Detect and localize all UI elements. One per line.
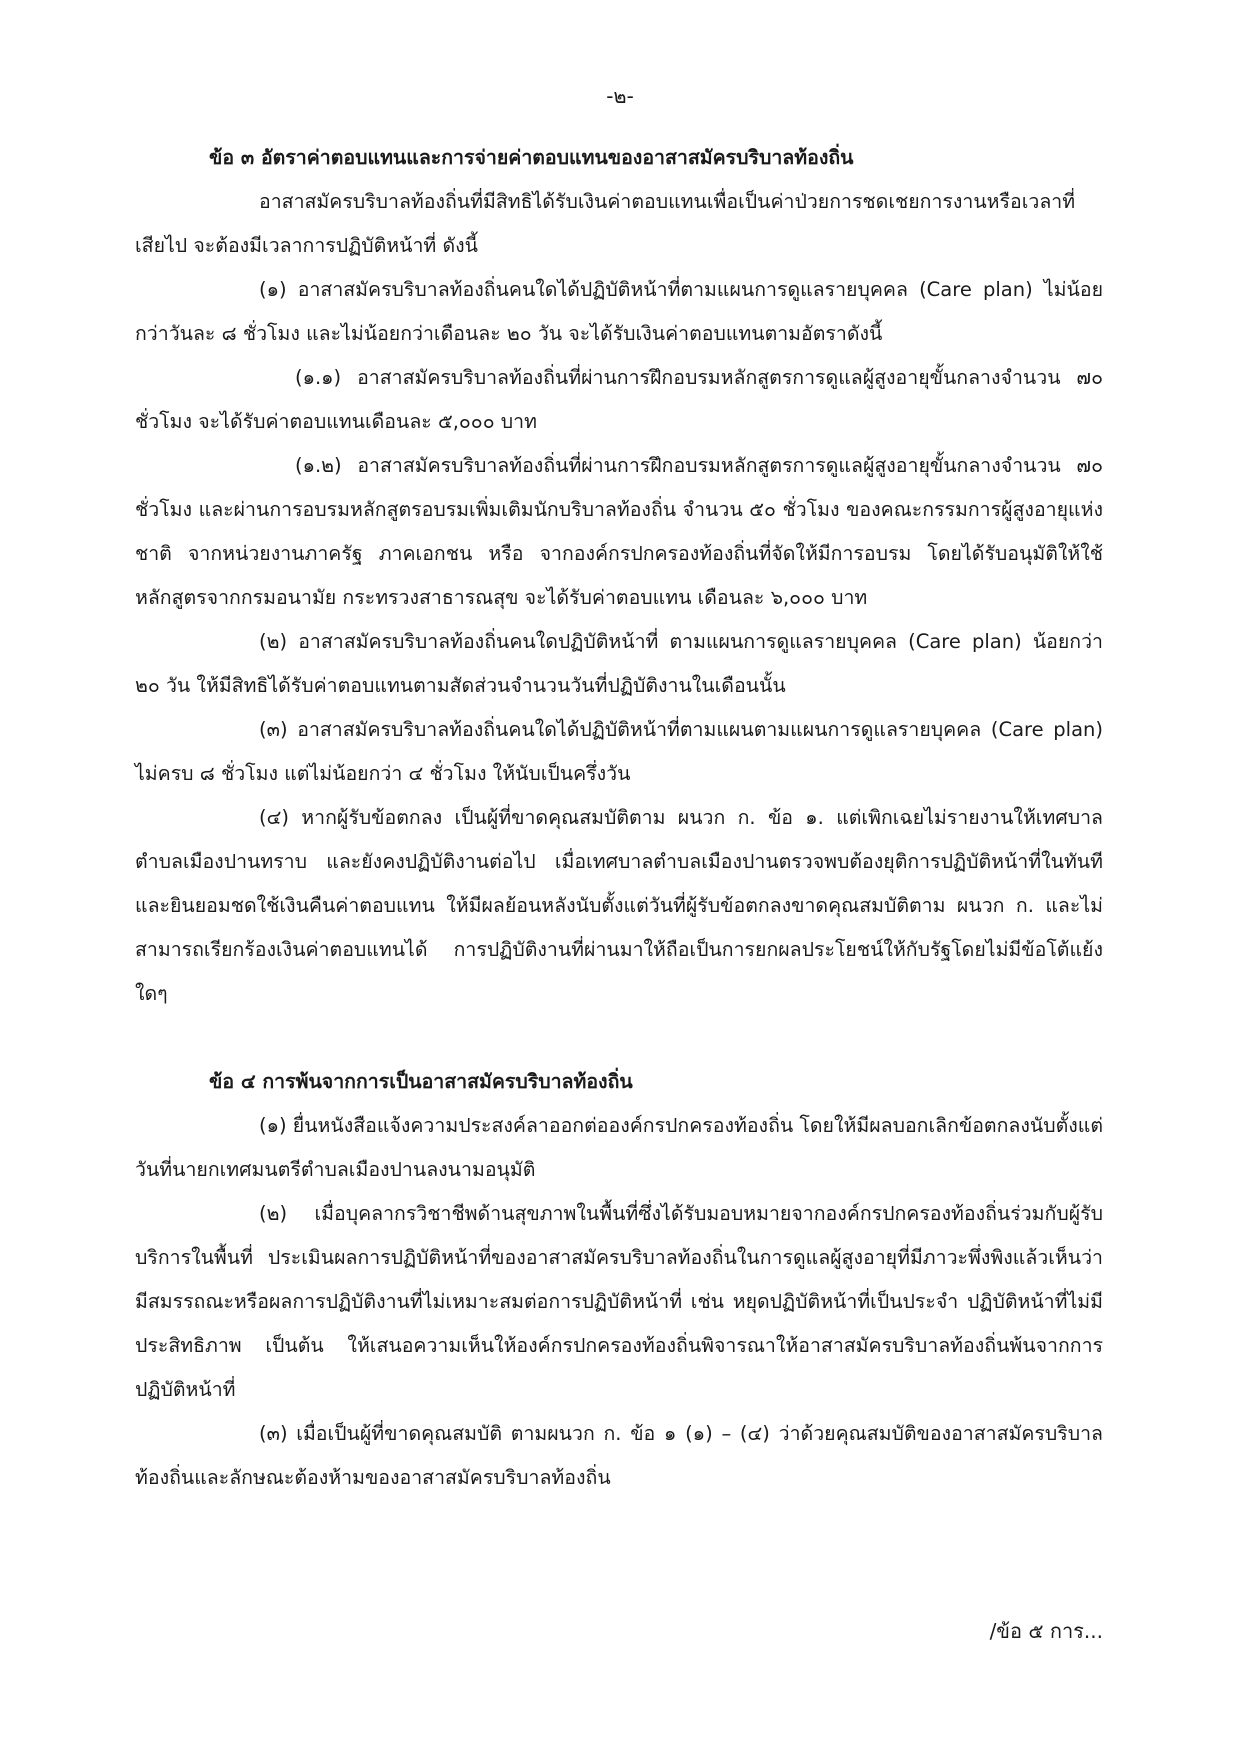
section-3-item-1-2: (๑.๒) อาสาสมัครบริบาลท้องถิ่นที่ผ่านการฝึกอบรมหลักสูตรการดูแลผู้สูงอายุขั้นกลางจำนวน ๗๐ ชั่วโมง และผ่านการอบรมหลักสูตรอบรมเพิ่มเติมนักบริบาลท้องถิ่น จำนวน ๕๐ ชั่วโมง ของคณะกรรมการผู้สูงอายุแห่งชาติ จากหน่วยงานภาครัฐ ภาคเอกชน หรือ จากองค์กรปกครองท้องถิ่นที่จัดให้มีการอบรม โดยได้รับอนุมัติให้ใช้หลักสูตรจากกรมอนามัย กระทรวงสาธารณสุข จะได้รับค่าตอบแทน เดือนละ ๖,๐๐๐ บาท: [135, 454, 1103, 609]
section-3-item-4: (๔) หากผู้รับข้อตกลง เป็นผู้ที่ขาดคุณสมบัติตาม ผนวก ก. ข้อ ๑. แต่เพิกเฉยไม่รายงานให้เทศบาลตำบลเมืองปานทราบ และยังคงปฏิบัติงานต่อไป เมื่อเทศบาลตำบลเมืองปานตรวจพบต้องยุติการปฏิบัติหน้าที่ในทันที และยินยอมชดใช้เงินคืนค่าตอบแทน ให้มีผลย้อนหลังนับตั้งแต่วันที่ผู้รับข้อตกลงขาดคุณสมบัติตาม ผนวก ก. และไม่สามารถเรียกร้องเงินค่าตอบแทนได้ การปฏิบัติงานที่ผ่านมาให้ถือเป็นการยกผลประโยชน์ให้กับรัฐโดยไม่มีข้อโต้แย้งใดๆ: [135, 806, 1103, 1005]
section-4-item-3: (๓) เมื่อเป็นผู้ที่ขาดคุณสมบัติ ตามผนวก ก. ข้อ ๑ (๑) – (๔) ว่าด้วยคุณสมบัติของอาสาสมัครบริบาลท้องถิ่นและลักษณะต้องห้ามของอาสาสมัครบริบาลท้องถิ่น: [135, 1422, 1103, 1489]
section-4-item-1: (๑) ยื่นหนังสือแจ้งความประสงค์ลาออกต่อองค์กรปกครองท้องถิ่น โดยให้มีผลบอกเลิกข้อตกลงนับตั้งแต่วันที่นายกเทศมนตรีตำบลเมืองปานลงนามอนุมัติ: [135, 1114, 1103, 1181]
section-4-heading: ข้อ ๔ การพ้นจากการเป็นอาสาสมัครบริบาลท้องถิ่น: [209, 1070, 633, 1093]
section-3-item-3: (๓) อาสาสมัครบริบาลท้องถิ่นคนใดได้ปฏิบัติหน้าที่ตามแผนตามแผนการดูแลรายบุคคล (Care plan) ไม่ครบ ๘ ชั่วโมง แต่ไม่น้อยกว่า ๔ ชั่วโมง ให้นับเป็นครึ่งวัน: [135, 718, 1103, 785]
section-spacer: [135, 1016, 1103, 1060]
section-3-heading: ข้อ ๓ อัตราค่าตอบแทนและการจ่ายค่าตอบแทนของอาสาสมัครบริบาลท้องถิ่น: [209, 146, 854, 169]
continuation-reference: /ข้อ ๕ การ...: [989, 1619, 1103, 1643]
section-3: [135, 136, 1103, 1016]
section-3-intro: อาสาสมัครบริบาลท้องถิ่นที่มีสิทธิได้รับเงินค่าตอบแทนเพื่อเป็นค่าป่วยการชดเชยการงานหรือเวลาที่เสียไป จะต้องมีเวลาการปฏิบัติหน้าที่ ดังนี้: [135, 190, 1076, 257]
document-body: [135, 136, 1103, 1500]
section-4-item-2: (๒) เมื่อบุคลากรวิชาชีพด้านสุขภาพในพื้นที่ซึ่งได้รับมอบหมายจากองค์กรปกครองท้องถิ่นร่วมกับผู้รับบริการในพื้นที่ ประเมินผลการปฏิบัติหน้าที่ของอาสาสมัครบริบาลท้องถิ่นในการดูแลผู้สูงอายุที่มีภาวะพึ่งพิงแล้วเห็นว่า มีสมรรถณะหรือผลการปฏิบัติงานที่ไม่เหมาะสมต่อการปฏิบัติหน้าที่ เช่น หยุดปฏิบัติหน้าที่เป็นประจำ ปฏิบัติหน้าที่ไม่มีประสิทธิภาพ เป็นต้น ให้เสนอความเห็นให้องค์กรปกครองท้องถิ่นพิจารณาให้อาสาสมัครบริบาลท้องถิ่นพ้นจากการปฏิบัติหน้าที่: [135, 1202, 1103, 1401]
page-number: -๒-: [606, 84, 634, 108]
section-3-item-1-1: (๑.๑) อาสาสมัครบริบาลท้องถิ่นที่ผ่านการฝึกอบรมหลักสูตรการดูแลผู้สูงอายุขั้นกลางจำนวน ๗๐ ชั่วโมง จะได้รับค่าตอบแทนเดือนละ ๕,๐๐๐ บาท: [135, 366, 1103, 433]
section-4: [135, 1060, 1103, 1500]
section-3-item-2: (๒) อาสาสมัครบริบาลท้องถิ่นคนใดปฏิบัติหน้าที่ ตามแผนการดูแลรายบุคคล (Care plan) น้อยกว่า ๒๐ วัน ให้มีสิทธิได้รับค่าตอบแทนตามสัดส่วนจำนวนวันที่ปฏิบัติงานในเดือนนั้น: [135, 630, 1103, 697]
section-3-item-1: (๑) อาสาสมัครบริบาลท้องถิ่นคนใดได้ปฏิบัติหน้าที่ตามแผนการดูแลรายบุคคล (Care plan) ไม่น้อยกว่าวันละ ๘ ชั่วโมง และไม่น้อยกว่าเดือนละ ๒๐ วัน จะได้รับเงินค่าตอบแทนตามอัตราดังนี้: [135, 278, 1103, 345]
